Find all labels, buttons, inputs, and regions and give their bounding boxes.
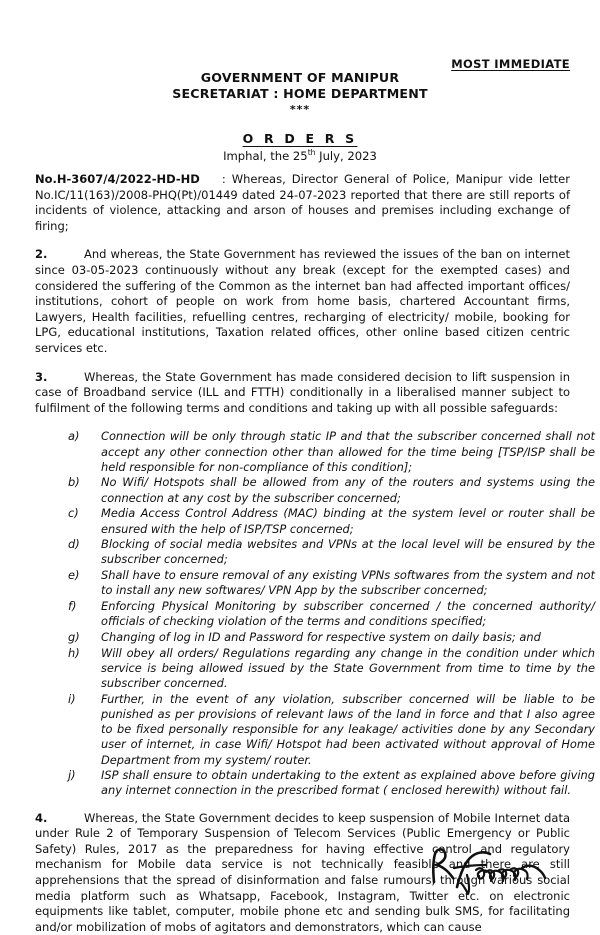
orders-title-block bbox=[0, 128, 600, 164]
list-item-text: Blocking of social media websites and VPNs at the local level will be ensured by the subscriber concerned; bbox=[101, 537, 595, 567]
government-name: GOVERNMENT OF MANIPUR bbox=[200, 70, 400, 85]
reference-colon: : bbox=[221, 172, 226, 186]
paragraph-4-number: 4. bbox=[35, 810, 48, 825]
paragraph-3-text: Whereas, the State Government has made considered decision to lift suspension in case of Broadband service (ILL and FTTH) conditionally in a liberalised manner subject to fulfilment of the following terms and conditions and taking up with all possible safeguards: bbox=[35, 369, 570, 415]
list-item-text: Connection will be only through static IP and that the subscriber concerned shall not accept any other connection other than allowed for the time being [TSP/ISP shall be held responsible for non-compliance of this condition]; bbox=[101, 429, 595, 474]
paragraph-2-number: 2. bbox=[35, 247, 48, 262]
list-item-marker: j) bbox=[68, 768, 76, 783]
list-item-marker: f) bbox=[68, 599, 77, 614]
list-item-text: No Wifi/ Hotspots shall be allowed from any of the routers and systems using the connection at any cost by the subscriber concerned; bbox=[101, 475, 595, 505]
conditions-list bbox=[68, 429, 595, 798]
document-body bbox=[35, 172, 595, 935]
list-item bbox=[68, 646, 595, 692]
list-item bbox=[68, 568, 595, 598]
paragraph-3-number: 3. bbox=[35, 369, 48, 384]
list-item-marker: c) bbox=[68, 506, 79, 521]
list-item-marker: a) bbox=[68, 429, 80, 444]
place-and-date bbox=[0, 149, 600, 164]
paragraph-2 bbox=[35, 247, 570, 356]
file-reference-number: No.H-3607/4/2022-HD-HD bbox=[35, 172, 200, 186]
document-masthead bbox=[0, 70, 600, 117]
list-item bbox=[68, 506, 595, 536]
list-item-marker: g) bbox=[68, 629, 80, 644]
orders-heading: O R D E R S bbox=[242, 131, 358, 146]
list-item bbox=[68, 768, 595, 798]
list-item bbox=[68, 429, 595, 475]
list-item-text: Further, in the event of any violation, subscriber concerned will be liable to be punished as per provisions of relevant laws of the land in force and that I also agree to be fixed personally responsible for any leakage/ activities done by any Secondary user of internet, in case Wifi/ Hotspot had been activated without approval of Home Department from my system/ router. bbox=[101, 691, 595, 767]
list-item-marker: d) bbox=[68, 537, 80, 552]
list-item-text: Changing of log in ID and Password for respective system on daily basis; and bbox=[101, 629, 541, 644]
conditions-list-wrapper bbox=[35, 429, 595, 798]
list-item-marker: h) bbox=[68, 645, 80, 660]
list-item-text: Media Access Control Address (MAC) binding at the system level or router shall be ensured with the help of ISP/TSP concerned; bbox=[101, 506, 595, 536]
date-ordinal-suffix: th bbox=[307, 148, 316, 158]
paragraph-3 bbox=[35, 370, 570, 417]
reference-paragraph bbox=[35, 172, 570, 234]
signature-block bbox=[424, 842, 564, 896]
list-item bbox=[68, 475, 595, 505]
list-item-marker: b) bbox=[68, 475, 80, 490]
list-item bbox=[68, 692, 595, 768]
list-item-text: ISP shall ensure to obtain undertaking to the extent as explained above before giving any internet connection in the prescribed format ( enclosed herewith) without fail. bbox=[101, 768, 595, 798]
list-item bbox=[68, 537, 595, 567]
paragraph-4-text: Whereas, the State Government decides to keep suspension of Mobile Internet data under Rule 2 of Temporary Suspension of Telecom Services (Public Emergency or Public Safety) Rules, 2017 as the preparedness for having effective control and regulatory mechanism for Mobile data service is not technically feasible and there are still apprehensions that the spread of disinformation and false rumours, through various social media platform such as Whatsapp, Facebook, Instagram, Twitter etc. on electronic equipments like tablet, computer, mobile phone etc and sending bulk SMS, for facilitating and/or mobilization of mobs of agitators and demonstrators, which can cause bbox=[35, 810, 570, 934]
place-date-prefix: Imphal, the 25 bbox=[223, 149, 308, 163]
handwritten-signature-icon bbox=[424, 842, 564, 896]
list-item-text: Will obey all orders/ Regulations regarding any change in the condition under which service is being allowed issued by the State Government from time to time by the subscriber concerned. bbox=[101, 645, 595, 691]
paragraph-2-text: And whereas, the State Government has reviewed the issues of the ban on internet since 03-05-2023 continuously without any break (except for the exempted cases) and considered the suffering of the Common as the internet ban had affected important offices/ institutions, cohort of people on work from home basis, chartered Accountant firms, Lawyers, Health facilities, refuelling centres, recharging of electricity/ mobile, booking for LPG, educational institutions, Taxation related offices, other online based citizen centric services etc. bbox=[35, 247, 570, 355]
list-item-marker: e) bbox=[68, 568, 80, 583]
asterisk-divider: *** bbox=[289, 103, 311, 116]
list-item-marker: i) bbox=[68, 691, 76, 706]
department-name: SECRETARIAT : HOME DEPARTMENT bbox=[172, 86, 428, 101]
reference-text: Whereas, Director General of Police, Manipur vide letter No.IC/11(163)/2008-PHQ(Pt)/01449 dated 24-07-2023 reported that there are still reports of incidents of violence, attacking and arson of houses and premises including exchange of firing; bbox=[35, 172, 570, 233]
place-date-suffix: July, 2023 bbox=[315, 149, 377, 163]
list-item-text: Enforcing Physical Monitoring by subscriber concerned / the concerned authority/ officials of checking violation of the terms and conditions specified; bbox=[101, 599, 595, 629]
priority-stamp: MOST IMMEDIATE bbox=[451, 57, 570, 71]
list-item bbox=[68, 599, 595, 629]
list-item bbox=[68, 630, 595, 645]
list-item-text: Shall have to ensure removal of any existing VPNs softwares from the system and not to install any new softwares/ VPN App by the subscriber concerned; bbox=[101, 568, 595, 598]
